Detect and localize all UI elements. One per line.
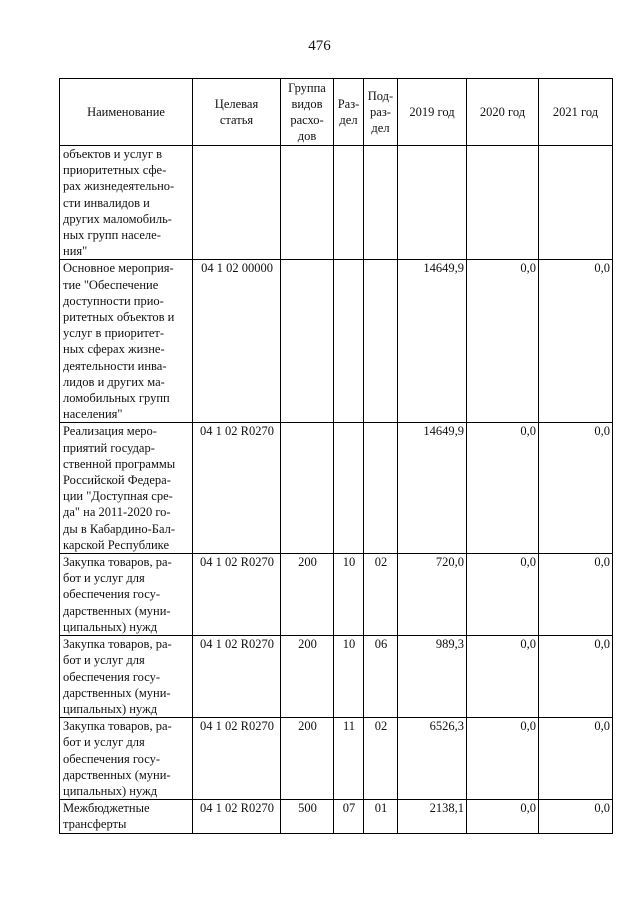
cell-subsection: 02 xyxy=(364,554,398,636)
cell-group: 200 xyxy=(281,718,334,800)
cell-target: 04 1 02 R0270 xyxy=(193,554,281,636)
budget-table xyxy=(59,78,613,834)
cell-group xyxy=(281,260,334,423)
cell-2020 xyxy=(467,146,539,260)
cell-name: объектов и услуг в приоритетных сфе- рах жизнедеятельно- сти инвалидов и других маломобиль- ных групп населе- ния" xyxy=(60,146,193,260)
cell-group: 500 xyxy=(281,800,334,833)
cell-section xyxy=(334,260,364,423)
cell-target: 04 1 02 R0270 xyxy=(193,718,281,800)
cell-2019: 720,0 xyxy=(398,554,467,636)
cell-name: Закупка товаров, ра- бот и услуг для обеспечения госу- дарственных (муни- ципальных) нужд xyxy=(60,636,193,718)
table-row xyxy=(60,423,613,554)
header-2019: 2019 год xyxy=(398,79,467,146)
header-expense-group: Группа видов расхо- дов xyxy=(281,79,334,146)
cell-target xyxy=(193,146,281,260)
cell-group xyxy=(281,146,334,260)
cell-2020: 0,0 xyxy=(467,260,539,423)
cell-2021: 0,0 xyxy=(539,636,613,718)
table-row xyxy=(60,718,613,800)
cell-2020: 0,0 xyxy=(467,636,539,718)
cell-section xyxy=(334,146,364,260)
cell-name: Межбюджетные трансферты xyxy=(60,800,193,833)
cell-target: 04 1 02 R0270 xyxy=(193,423,281,554)
cell-name: Реализация меро- приятий государ- ственной программы Российской Федера- ции "Доступная сре- да" на 2011-2020 го- ды в Кабардино-Бал- карской Республике xyxy=(60,423,193,554)
page-number: 476 xyxy=(308,38,331,54)
cell-2021: 0,0 xyxy=(539,260,613,423)
cell-name: Закупка товаров, ра- бот и услуг для обеспечения госу- дарственных (муни- ципальных) нужд xyxy=(60,718,193,800)
table-row xyxy=(60,636,613,718)
cell-2021: 0,0 xyxy=(539,554,613,636)
cell-name: Закупка товаров, ра- бот и услуг для обеспечения госу- дарственных (муни- ципальных) нужд xyxy=(60,554,193,636)
cell-2021: 0,0 xyxy=(539,718,613,800)
cell-2020: 0,0 xyxy=(467,718,539,800)
table-row xyxy=(60,260,613,423)
cell-section: 07 xyxy=(334,800,364,833)
header-name: Наименование xyxy=(60,79,193,146)
header-2021: 2021 год xyxy=(539,79,613,146)
cell-2020: 0,0 xyxy=(467,800,539,833)
cell-target: 04 1 02 R0270 xyxy=(193,636,281,718)
cell-subsection xyxy=(364,260,398,423)
header-target-article: Целевая статья xyxy=(193,79,281,146)
header-section: Раз- дел xyxy=(334,79,364,146)
cell-section: 10 xyxy=(334,554,364,636)
cell-2019: 2138,1 xyxy=(398,800,467,833)
cell-group: 200 xyxy=(281,554,334,636)
table-header-row xyxy=(60,79,613,146)
cell-target: 04 1 02 00000 xyxy=(193,260,281,423)
cell-section: 10 xyxy=(334,636,364,718)
cell-section xyxy=(334,423,364,554)
cell-2021: 0,0 xyxy=(539,800,613,833)
cell-2021: 0,0 xyxy=(539,423,613,554)
cell-group: 200 xyxy=(281,636,334,718)
cell-group xyxy=(281,423,334,554)
cell-2019: 14649,9 xyxy=(398,423,467,554)
cell-subsection: 02 xyxy=(364,718,398,800)
header-subsection: Под- раз- дел xyxy=(364,79,398,146)
cell-2019: 989,3 xyxy=(398,636,467,718)
cell-2019: 6526,3 xyxy=(398,718,467,800)
cell-section: 11 xyxy=(334,718,364,800)
cell-subsection xyxy=(364,146,398,260)
table-row xyxy=(60,554,613,636)
cell-2019 xyxy=(398,146,467,260)
cell-subsection: 01 xyxy=(364,800,398,833)
table-row xyxy=(60,800,613,833)
cell-subsection: 06 xyxy=(364,636,398,718)
header-2020: 2020 год xyxy=(467,79,539,146)
cell-target: 04 1 02 R0270 xyxy=(193,800,281,833)
cell-2021 xyxy=(539,146,613,260)
table-row xyxy=(60,146,613,260)
cell-2020: 0,0 xyxy=(467,554,539,636)
cell-name: Основное мероприя- тие "Обеспечение доступности прио- ритетных объектов и услуг в приоритет- ных сферах жизне- деятельности инва- лидов и других ма- ломобильных групп населения" xyxy=(60,260,193,423)
cell-2020: 0,0 xyxy=(467,423,539,554)
cell-2019: 14649,9 xyxy=(398,260,467,423)
cell-subsection xyxy=(364,423,398,554)
